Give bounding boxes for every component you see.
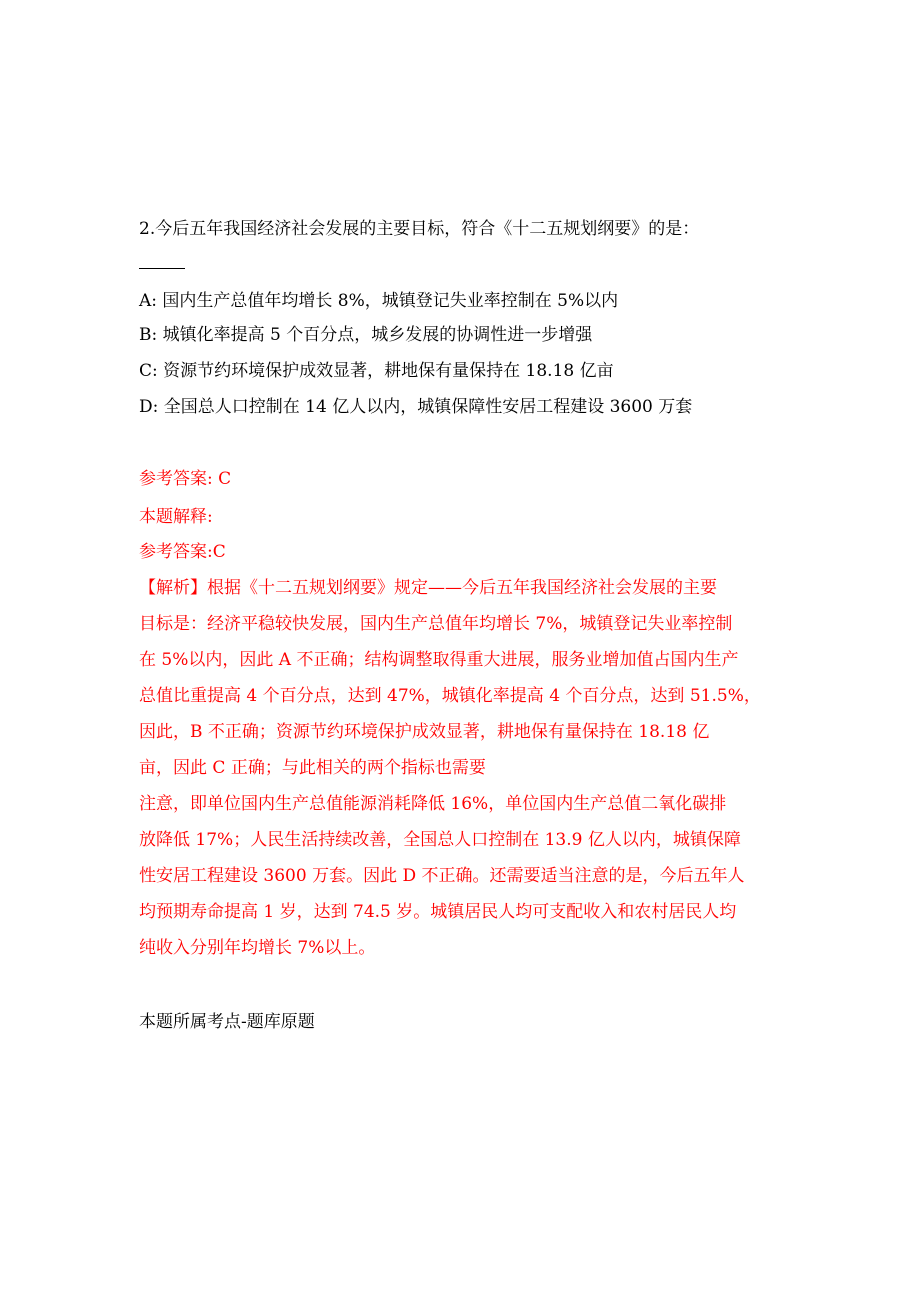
answer-line: 参考答案: C xyxy=(139,469,232,489)
answer-blank xyxy=(139,268,185,269)
explanation-line: 因此，B 不正确；资源节约环境保护成效显著，耕地保有量保持在 18.18 亿 xyxy=(139,722,710,742)
explanation-line: 【解析】根据《十二五规划纲要》规定——今后五年我国经济社会发展的主要 xyxy=(139,578,717,598)
explanation-line: 均预期寿命提高 1 岁，达到 74.5 岁。城镇居民人均可支配收入和农村居民人均 xyxy=(139,902,737,922)
source-note: 本题所属考点-题库原题 xyxy=(139,1012,315,1032)
explanation-line: 总值比重提高 4 个百分点，达到 47%，城镇化率提高 4 个百分点，达到 51.5%， xyxy=(139,686,761,706)
option-b: B: 城镇化率提高 5 个百分点，城乡发展的协调性进一步增强 xyxy=(139,325,593,345)
explanation-line: 注意，即单位国内生产总值能源消耗降低 16%，单位国内生产总值二氧化碳排 xyxy=(139,794,727,814)
option-d: D: 全国总人口控制在 14 亿人以内，城镇保障性安居工程建设 3600 万套 xyxy=(139,397,693,417)
question-stem: 2.今后五年我国经济社会发展的主要目标，符合《十二五规划纲要》的是： xyxy=(139,219,700,239)
explanation-line: 在 5%以内，因此 A 不正确；结构调整取得重大进展，服务业增加值占国内生产 xyxy=(139,650,739,670)
option-a: A: 国内生产总值年均增长 8%，城镇登记失业率控制在 5%以内 xyxy=(139,291,619,311)
explanation-line: 性安居工程建设 3600 万套。因此 D 不正确。还需要适当注意的是，今后五年人 xyxy=(139,866,745,886)
explanation-heading: 本题解释: xyxy=(139,507,213,527)
explanation-line: 纯收入分别年均增长 7%以上。 xyxy=(139,938,376,958)
explanation-line: 亩，因此 C 正确；与此相关的两个指标也需要 xyxy=(139,758,486,778)
explanation-line: 目标是：经济平稳较快发展，国内生产总值年均增长 7%，城镇登记失业率控制 xyxy=(139,614,733,634)
option-c: C: 资源节约环境保护成效显著，耕地保有量保持在 18.18 亿亩 xyxy=(139,361,614,381)
explanation-line: 放降低 17%；人民生活持续改善，全国总人口控制在 13.9 亿人以内，城镇保障 xyxy=(139,830,741,850)
answer-line-2: 参考答案:C xyxy=(139,542,226,562)
